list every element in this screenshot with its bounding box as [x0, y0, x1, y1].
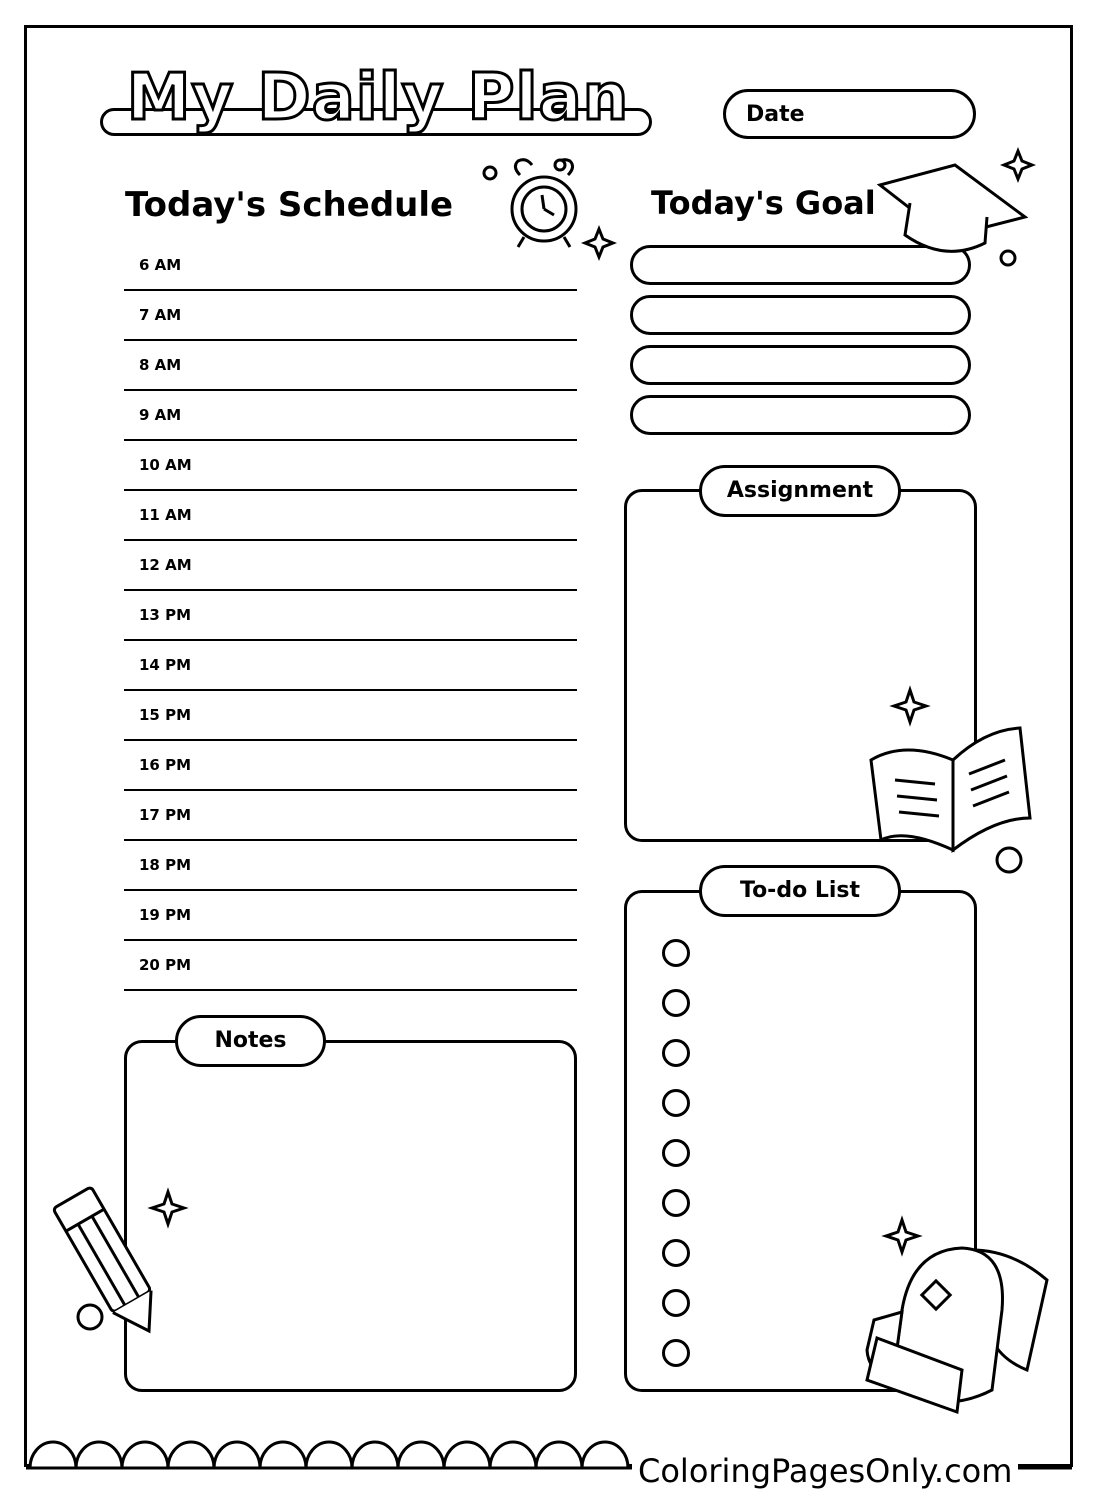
scallop: [398, 1442, 444, 1468]
schedule-time-label: 9 AM: [139, 406, 182, 424]
scallop: [260, 1442, 306, 1468]
scallop: [536, 1442, 582, 1468]
scallop: [76, 1442, 122, 1468]
schedule-time-label: 11 AM: [139, 506, 192, 524]
notes-title: Notes: [214, 1028, 287, 1053]
todo-checkbox[interactable]: [662, 1339, 690, 1367]
schedule-row[interactable]: [124, 941, 577, 991]
schedule-row[interactable]: [124, 341, 577, 391]
schedule-row[interactable]: [124, 591, 577, 641]
todo-checkbox[interactable]: [662, 1139, 690, 1167]
scallop: [122, 1442, 168, 1468]
assignment-title: Assignment: [726, 478, 874, 503]
schedule-row[interactable]: [124, 541, 577, 591]
todo-tab: [699, 865, 901, 917]
schedule-time-label: 8 AM: [139, 356, 182, 374]
goal-title: Today's Goal: [651, 184, 876, 222]
watermark: ColoringPagesOnly.com: [632, 1452, 1018, 1490]
scallop: [490, 1442, 536, 1468]
scallop: [352, 1442, 398, 1468]
title-text: My Daily Plan: [126, 61, 630, 135]
schedule-row[interactable]: [124, 491, 577, 541]
todo-checkbox[interactable]: [662, 1289, 690, 1317]
date-label: Date: [746, 102, 805, 127]
schedule-time-label: 7 AM: [139, 306, 182, 324]
schedule-time-label: 6 AM: [139, 256, 182, 274]
schedule-time-label: 15 PM: [139, 706, 192, 724]
alarm-clock-icon: [480, 155, 610, 265]
graduation-cap-icon: [875, 145, 1035, 270]
scallop: [30, 1442, 76, 1468]
scallop: [168, 1442, 214, 1468]
page-title: [100, 61, 652, 140]
scallop: [306, 1442, 352, 1468]
goal-line[interactable]: [630, 395, 971, 435]
schedule-time-label: 10 AM: [139, 456, 192, 474]
schedule-row[interactable]: [124, 291, 577, 341]
schedule-time-label: 14 PM: [139, 656, 192, 674]
schedule-title: Today's Schedule: [125, 185, 454, 225]
schedule-row[interactable]: [124, 791, 577, 841]
schedule-row[interactable]: [124, 891, 577, 941]
todo-title: To-do List: [739, 878, 861, 903]
schedule-time-label: 17 PM: [139, 806, 192, 824]
todo-checkbox[interactable]: [662, 1089, 690, 1117]
schedule-time-label: 19 PM: [139, 906, 192, 924]
scallop: [582, 1442, 628, 1468]
open-book-icon: [865, 690, 1040, 875]
schedule-time-label: 16 PM: [139, 756, 192, 774]
goal-line[interactable]: [630, 345, 971, 385]
notes-tab: [175, 1015, 326, 1067]
schedule-row[interactable]: [124, 691, 577, 741]
schedule-row[interactable]: [124, 741, 577, 791]
todo-checkbox[interactable]: [662, 939, 690, 967]
schedule-row[interactable]: [124, 391, 577, 441]
todo-checkbox[interactable]: [662, 1239, 690, 1267]
pencil-icon: [68, 1180, 203, 1350]
date-field[interactable]: [723, 89, 976, 139]
scallop: [444, 1442, 490, 1468]
assignment-tab: [699, 465, 901, 517]
scallop: [214, 1442, 260, 1468]
todo-checkbox[interactable]: [662, 1189, 690, 1217]
goal-line[interactable]: [630, 295, 971, 335]
backpack-icon: [862, 1220, 1052, 1415]
schedule-time-label: 18 PM: [139, 856, 192, 874]
schedule-time-label: 12 AM: [139, 556, 192, 574]
schedule-time-label: 13 PM: [139, 606, 192, 624]
schedule-row[interactable]: [124, 441, 577, 491]
todo-checkbox[interactable]: [662, 989, 690, 1017]
schedule-time-label: 20 PM: [139, 956, 192, 974]
todo-checkbox[interactable]: [662, 1039, 690, 1067]
schedule-row[interactable]: [124, 841, 577, 891]
schedule-row[interactable]: [124, 641, 577, 691]
